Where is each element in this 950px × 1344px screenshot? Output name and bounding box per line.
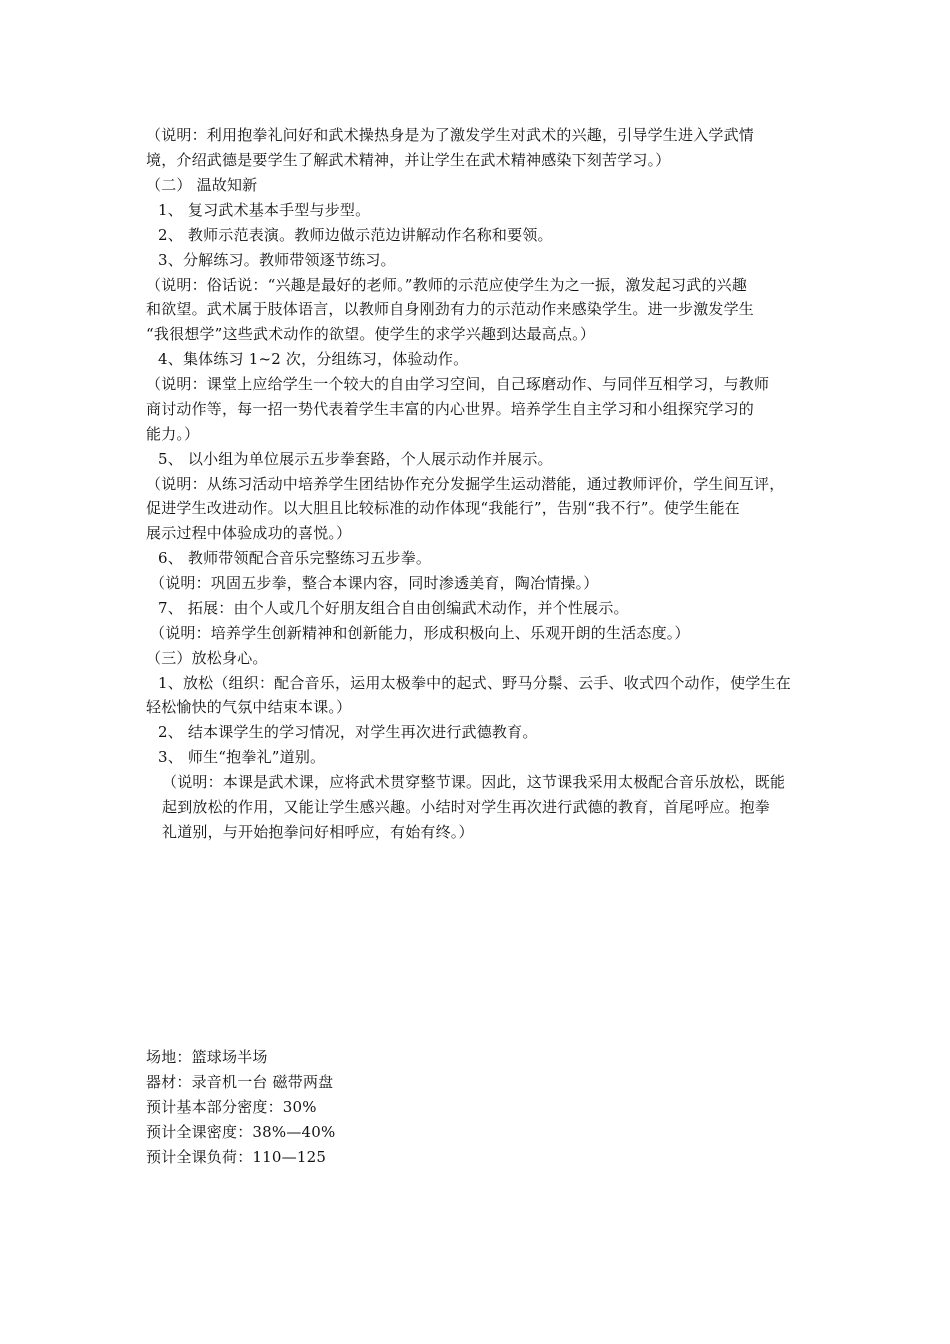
step-item: 5、 以小组为单位展示五步拳套路，个人展示动作并展示。 xyxy=(158,450,553,468)
note-paragraph-line: （说明：本课是武术课，应将武术贯穿整节课。因此，这节课我采用太极配合音乐放松，既能 xyxy=(162,773,786,791)
step-item: 6、 教师带领配合音乐完整练习五步拳。 xyxy=(158,549,432,567)
note-paragraph-line: （说明：巩固五步拳，整合本课内容，同时渗透美育，陶冶情操。） xyxy=(150,574,599,592)
note-paragraph-line: 能力。） xyxy=(146,425,200,443)
basic-density-info: 预计基本部分密度：30% xyxy=(146,1098,317,1116)
step-item-continuation: 轻松愉快的气氛中结束本课。） xyxy=(146,698,352,716)
note-paragraph-line: （说明：课堂上应给学生一个较大的自由学习空间，自己琢磨动作、与同伴互相学习，与教师 xyxy=(146,375,770,393)
step-item: 2、 教师示范表演。教师边做示范边讲解动作名称和要领。 xyxy=(158,226,553,244)
note-paragraph-line: （说明：培养学生创新精神和创新能力，形成积极向上、乐观开朗的生活态度。） xyxy=(150,624,690,642)
note-paragraph-line: 境，介绍武德是要学生了解武术精神，并让学生在武术精神感染下刻苦学习。） xyxy=(146,151,671,169)
note-paragraph-line: （说明：利用抱拳礼问好和武术操热身是为了激发学生对武术的兴趣，引导学生进入学武情 xyxy=(146,126,755,144)
note-paragraph-line: 起到放松的作用，又能让学生感兴趣。小结时对学生再次进行武德的教育，首尾呼应。抱拳 xyxy=(162,798,771,816)
note-paragraph-line: 和欲望。武术属于肢体语言，以教师自身刚劲有力的示范动作来感染学生。进一步激发学生 xyxy=(146,300,755,318)
step-item: 7、 拓展：由个人或几个好朋友组合自由创编武术动作，并个性展示。 xyxy=(158,599,629,617)
step-item: 3、分解练习。教师带领逐节练习。 xyxy=(158,251,396,269)
section-heading-relax: （三）放松身心。 xyxy=(146,649,268,667)
load-info: 预计全课负荷：110—125 xyxy=(146,1148,327,1166)
step-item: 4、集体练习 1~2 次，分组练习，体验动作。 xyxy=(158,350,469,368)
step-item: 1、放松（组织：配合音乐，运用太极拳中的起式、野马分鬃、云手、收式四个动作，使学生在 xyxy=(158,674,791,692)
step-item: 2、 结本课学生的学习情况，对学生再次进行武德教育。 xyxy=(158,723,538,741)
step-item: 1、 复习武术基本手型与步型。 xyxy=(158,201,371,219)
step-item: 3、 师生“抱拳礼”道别。 xyxy=(158,748,326,766)
total-density-info: 预计全课密度：38%—40% xyxy=(146,1123,336,1141)
section-heading-review: （二） 温故知新 xyxy=(146,176,258,194)
note-paragraph-line: 展示过程中体验成功的喜悦。） xyxy=(146,524,352,542)
note-paragraph-line: （说明：从练习活动中培养学生团结协作充分发掘学生运动潜能，通过教师评价，学生间互评， xyxy=(146,475,785,493)
note-paragraph-line: （说明：俗话说：“兴趣是最好的老师。”教师的示范应使学生为之一振，激发起习武的兴趣 xyxy=(146,276,748,294)
note-paragraph-line: 礼道别，与开始抱拳问好相呼应，有始有终。） xyxy=(162,823,474,841)
note-paragraph-line: 促进学生改进动作。以大胆且比较标准的动作体现“我能行”，告别“我不行”。使学生能在 xyxy=(146,499,740,517)
equipment-info: 器材：录音机一台 磁带两盘 xyxy=(146,1073,334,1091)
venue-info: 场地：篮球场半场 xyxy=(146,1048,268,1066)
note-paragraph-line: 商讨动作等，每一招一势代表着学生丰富的内心世界。培养学生自主学习和小组探究学习的 xyxy=(146,400,755,418)
note-paragraph-line: “我很想学”这些武术动作的欲望。使学生的求学兴趣到达最高点。） xyxy=(146,325,596,343)
